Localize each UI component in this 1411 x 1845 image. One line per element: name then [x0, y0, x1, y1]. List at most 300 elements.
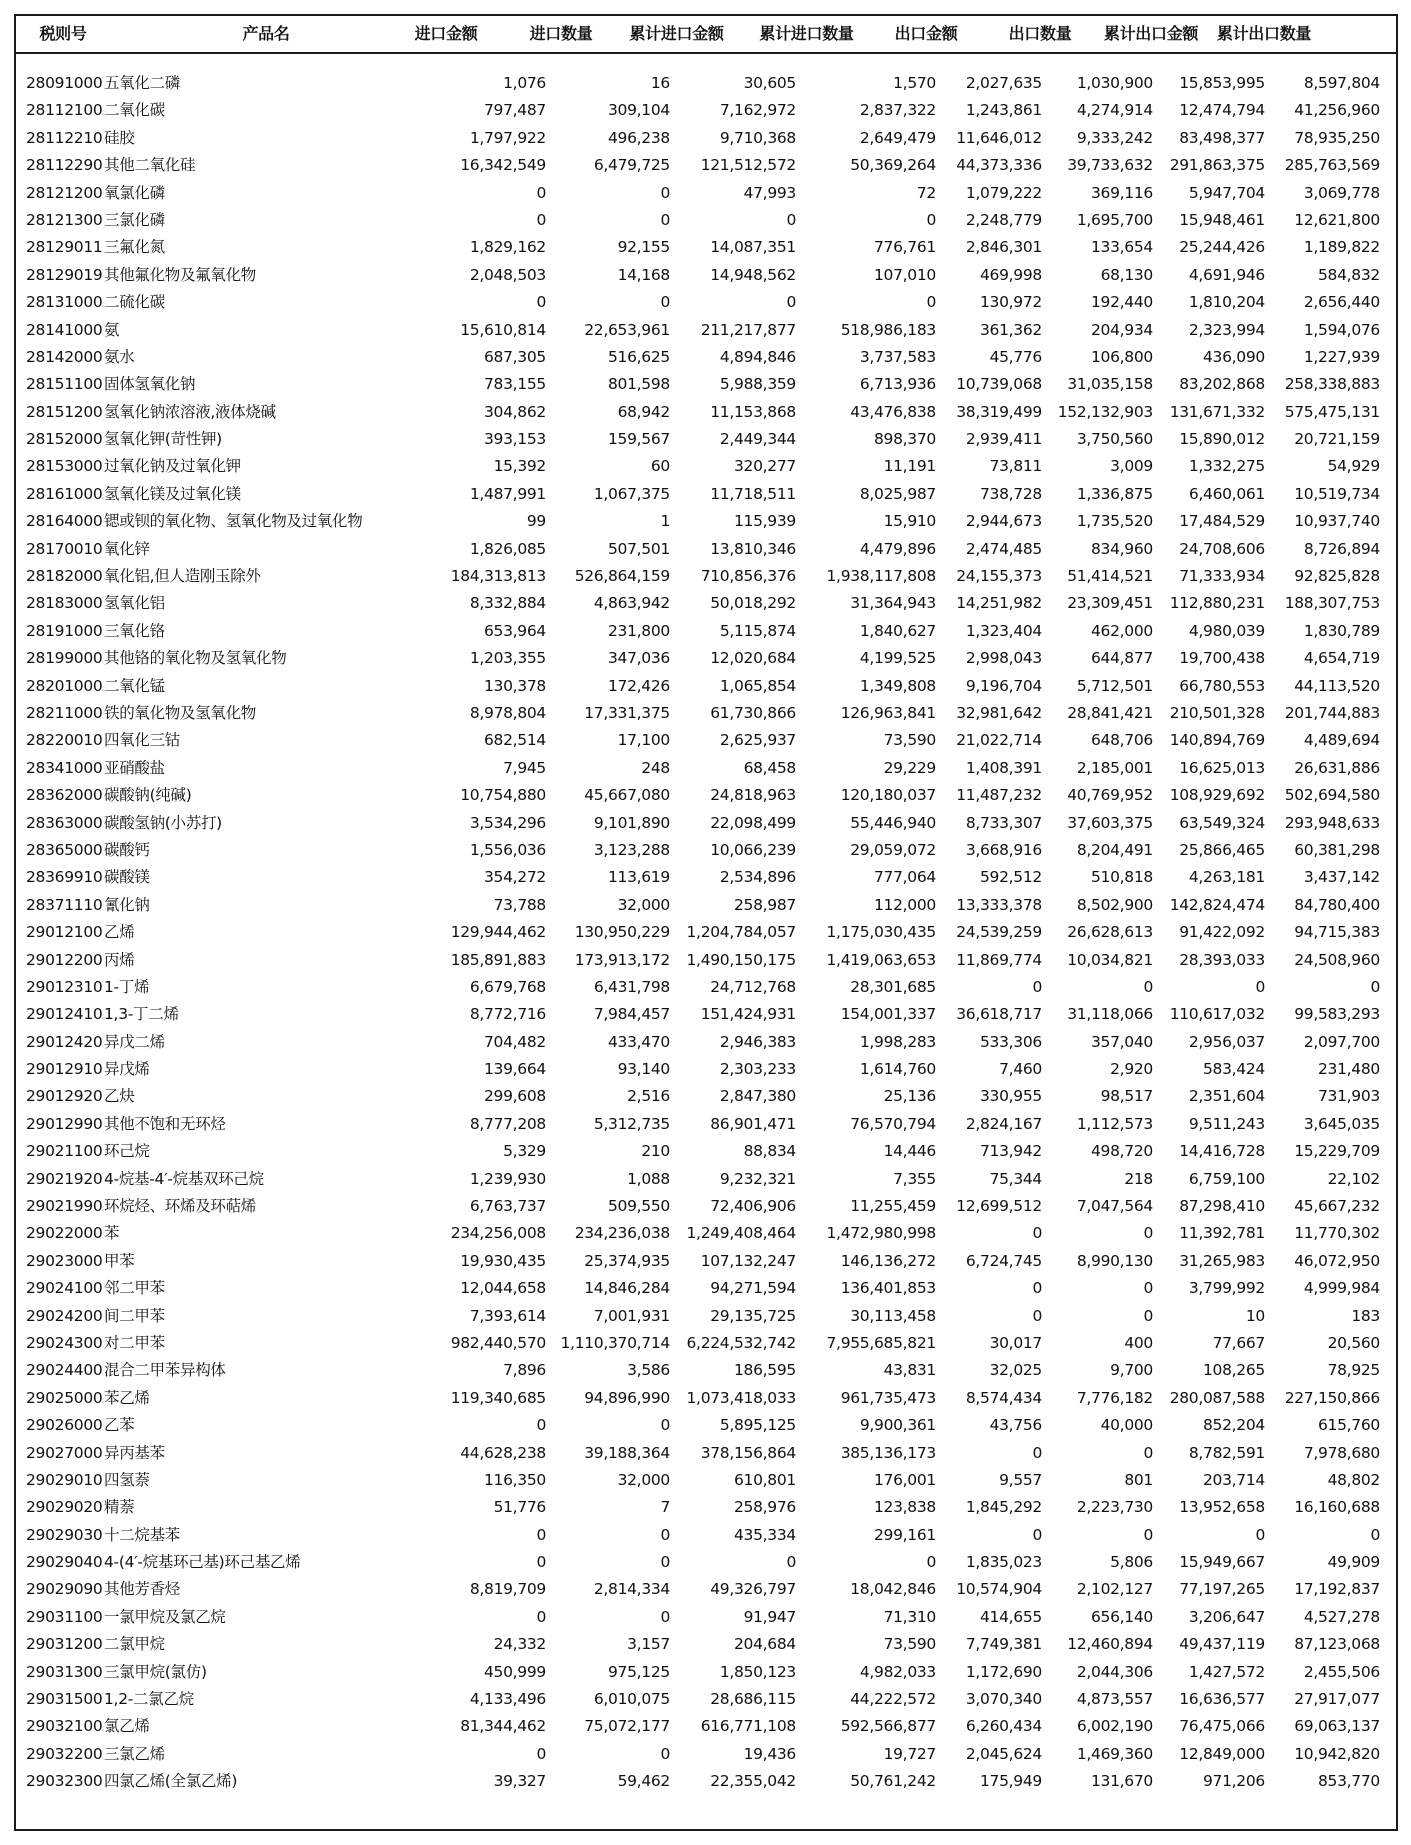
cell-export-qty: 2,044,306 — [1076, 1662, 1153, 1681]
cell-code: 28164000 — [26, 512, 103, 531]
cell-cum-export-qty: 231,480 — [1318, 1060, 1380, 1079]
cell-cum-import-amt: 14,087,351 — [710, 238, 796, 257]
cell-code: 29031500 — [26, 1690, 103, 1709]
cell-cum-import-amt: 24,818,963 — [710, 786, 796, 805]
cell-cum-import-qty: 44,222,572 — [850, 1690, 936, 1709]
cell-cum-export-qty: 78,925 — [1327, 1361, 1380, 1380]
table-row — [16, 700, 1396, 727]
cell-export-amt: 0 — [1032, 1279, 1042, 1298]
cell-cum-export-amt: 583,424 — [1203, 1060, 1265, 1079]
cell-import-qty: 17,331,375 — [584, 703, 670, 722]
cell-export-qty: 152,132,903 — [1057, 402, 1153, 421]
cell-import-amt: 12,044,658 — [460, 1279, 546, 1298]
cell-product: 三氯化磷 — [104, 210, 165, 229]
cell-import-amt: 7,945 — [503, 758, 546, 777]
cell-import-amt: 450,999 — [484, 1662, 546, 1681]
table-row — [16, 1193, 1396, 1220]
cell-import-amt: 130,378 — [484, 676, 546, 695]
cell-cum-export-qty: 584,832 — [1318, 265, 1380, 284]
cell-cum-import-amt: 14,948,562 — [710, 265, 796, 284]
cell-export-amt: 0 — [1032, 977, 1042, 996]
table-row — [16, 1768, 1396, 1795]
cell-import-amt: 129,944,462 — [450, 923, 546, 942]
cell-cum-export-qty: 41,256,960 — [1294, 101, 1380, 120]
cell-import-qty: 433,470 — [608, 1032, 670, 1051]
cell-import-amt: 1,829,162 — [469, 238, 546, 257]
cell-cum-import-qty: 73,590 — [883, 1635, 936, 1654]
cell-import-amt: 234,256,008 — [450, 1224, 546, 1243]
cell-code: 29031200 — [26, 1635, 103, 1654]
cell-export-qty: 39,733,632 — [1067, 156, 1153, 175]
cell-import-qty: 0 — [660, 1553, 670, 1572]
cell-product: 二氧化碳 — [104, 101, 165, 120]
cell-export-qty: 2,920 — [1110, 1060, 1153, 1079]
cell-code: 28151200 — [26, 402, 103, 421]
cell-cum-import-amt: 1,249,408,464 — [686, 1224, 796, 1243]
table-row — [16, 1083, 1396, 1110]
cell-import-qty: 92,155 — [617, 238, 670, 257]
header-cum-import-amt: 累计进口金额 — [629, 24, 724, 43]
cell-cum-export-qty: 78,935,250 — [1294, 128, 1380, 147]
cell-import-amt: 15,392 — [493, 457, 546, 476]
cell-import-amt: 185,891,883 — [450, 950, 546, 969]
cell-cum-export-amt: 15,890,012 — [1179, 430, 1265, 449]
cell-import-amt: 1,203,355 — [469, 649, 546, 668]
cell-code: 28129019 — [26, 265, 103, 284]
cell-product: 氢氧化铝 — [104, 594, 165, 613]
cell-import-qty: 1,110,370,714 — [560, 1333, 670, 1352]
cell-export-qty: 204,934 — [1091, 320, 1153, 339]
cell-import-qty: 5,312,735 — [593, 1114, 670, 1133]
cell-import-amt: 1,487,991 — [469, 484, 546, 503]
cell-code: 29012990 — [26, 1114, 103, 1133]
cell-cum-import-amt: 5,895,125 — [719, 1416, 796, 1435]
cell-cum-import-amt: 211,217,877 — [700, 320, 796, 339]
cell-cum-export-qty: 20,721,159 — [1294, 430, 1380, 449]
cell-export-qty: 656,140 — [1091, 1607, 1153, 1626]
table-row — [16, 234, 1396, 261]
cell-export-qty: 7,047,564 — [1076, 1197, 1153, 1216]
cell-import-amt: 304,862 — [484, 402, 546, 421]
cell-import-amt: 7,393,614 — [469, 1306, 546, 1325]
cell-cum-export-amt: 2,351,604 — [1188, 1087, 1265, 1106]
table-row — [16, 1713, 1396, 1740]
cell-product: 氢氧化钾(苛性钾) — [104, 430, 222, 449]
table-row — [16, 152, 1396, 179]
cell-cum-import-amt: 11,718,511 — [710, 484, 796, 503]
cell-product: 三氧化铬 — [104, 621, 165, 640]
cell-export-qty: 834,960 — [1091, 539, 1153, 558]
cell-cum-import-amt: 28,686,115 — [710, 1690, 796, 1709]
cell-product: 锶或钡的氧化物、氢氧化物及过氧化物 — [104, 512, 363, 531]
cell-export-amt: 9,557 — [999, 1470, 1042, 1489]
cell-export-qty: 648,706 — [1091, 731, 1153, 750]
cell-code: 28112100 — [26, 101, 103, 120]
cell-export-amt: 7,460 — [999, 1060, 1042, 1079]
cell-product: 十二烷基苯 — [104, 1525, 181, 1544]
cell-cum-import-qty: 72 — [916, 183, 936, 202]
cell-product: 环烷烃、环烯及环萜烯 — [104, 1197, 257, 1216]
cell-cum-import-amt: 2,847,380 — [719, 1087, 796, 1106]
cell-cum-import-qty: 43,476,838 — [850, 402, 936, 421]
cell-export-amt: 45,776 — [989, 347, 1042, 366]
cell-cum-import-qty: 776,761 — [874, 238, 936, 257]
cell-cum-export-amt: 15,948,461 — [1179, 210, 1265, 229]
cell-export-qty: 12,460,894 — [1067, 1635, 1153, 1654]
cell-product: 甲苯 — [104, 1251, 135, 1270]
cell-export-qty: 10,034,821 — [1067, 950, 1153, 969]
table-row — [16, 618, 1396, 645]
cell-cum-export-qty: 15,229,709 — [1294, 1142, 1380, 1161]
cell-cum-export-qty: 10,519,734 — [1294, 484, 1380, 503]
cell-cum-export-amt: 9,511,243 — [1188, 1114, 1265, 1133]
cell-export-amt: 43,756 — [989, 1416, 1042, 1435]
cell-cum-export-amt: 5,947,704 — [1188, 183, 1265, 202]
cell-cum-import-amt: 258,987 — [734, 895, 796, 914]
cell-export-qty: 0 — [1143, 1306, 1153, 1325]
cell-export-qty: 68,130 — [1100, 265, 1153, 284]
cell-cum-export-amt: 1,427,572 — [1188, 1662, 1265, 1681]
cell-cum-export-amt: 25,866,465 — [1179, 840, 1265, 859]
cell-cum-export-amt: 77,667 — [1212, 1333, 1265, 1352]
cell-product: 氨 — [104, 320, 120, 339]
cell-cum-import-amt: 121,512,572 — [700, 156, 796, 175]
cell-cum-export-amt: 291,863,375 — [1169, 156, 1265, 175]
cell-cum-import-qty: 961,735,473 — [840, 1388, 936, 1407]
cell-product: 1,3-丁二烯 — [104, 1005, 179, 1024]
cell-cum-import-amt: 1,073,418,033 — [686, 1388, 796, 1407]
cell-product: 苯 — [104, 1224, 120, 1243]
cell-code: 29021990 — [26, 1197, 103, 1216]
cell-cum-import-qty: 0 — [926, 293, 936, 312]
table-row — [16, 810, 1396, 837]
cell-cum-import-qty: 120,180,037 — [840, 786, 936, 805]
cell-cum-export-qty: 4,489,694 — [1303, 731, 1380, 750]
cell-code: 28220010 — [26, 731, 103, 750]
cell-import-qty: 347,036 — [608, 649, 670, 668]
cell-import-qty: 32,000 — [617, 1470, 670, 1489]
cell-code: 29012910 — [26, 1060, 103, 1079]
cell-import-qty: 4,863,942 — [593, 594, 670, 613]
cell-code: 29023000 — [26, 1251, 103, 1270]
cell-import-qty: 60 — [650, 457, 670, 476]
cell-import-qty: 1,088 — [627, 1169, 670, 1188]
cell-cum-export-qty: 1,830,789 — [1303, 621, 1380, 640]
cell-cum-export-amt: 12,474,794 — [1179, 101, 1265, 120]
cell-export-amt: 130,972 — [980, 293, 1042, 312]
cell-cum-import-amt: 22,355,042 — [710, 1772, 796, 1791]
cell-code: 28199000 — [26, 649, 103, 668]
cell-import-amt: 6,763,737 — [469, 1197, 546, 1216]
cell-product: 乙苯 — [104, 1416, 135, 1435]
header-import-amt: 进口金额 — [414, 24, 478, 43]
cell-export-amt: 32,981,642 — [956, 703, 1042, 722]
cell-cum-import-amt: 29,135,725 — [710, 1306, 796, 1325]
table-row — [16, 1001, 1396, 1028]
cell-cum-export-qty: 17,192,837 — [1294, 1580, 1380, 1599]
cell-code: 29024100 — [26, 1279, 103, 1298]
cell-export-amt: 9,196,704 — [965, 676, 1042, 695]
cell-cum-export-amt: 971,206 — [1203, 1772, 1265, 1791]
cell-cum-import-amt: 2,625,937 — [719, 731, 796, 750]
cell-export-amt: 73,811 — [989, 457, 1042, 476]
table-row — [16, 1412, 1396, 1439]
cell-cum-export-qty: 54,929 — [1327, 457, 1380, 476]
cell-cum-export-qty: 7,978,680 — [1303, 1443, 1380, 1462]
cell-cum-import-amt: 378,156,864 — [700, 1443, 796, 1462]
cell-export-qty: 8,502,900 — [1076, 895, 1153, 914]
cell-cum-import-qty: 0 — [926, 1553, 936, 1572]
cell-code: 29027000 — [26, 1443, 103, 1462]
table-row — [16, 1029, 1396, 1056]
cell-export-amt: 0 — [1032, 1224, 1042, 1243]
cell-export-amt: 3,668,916 — [965, 840, 1042, 859]
cell-cum-export-qty: 45,667,232 — [1294, 1197, 1380, 1216]
cell-cum-import-qty: 1,998,283 — [859, 1032, 936, 1051]
cell-export-amt: 0 — [1032, 1306, 1042, 1325]
cell-import-amt: 116,350 — [484, 1470, 546, 1489]
cell-export-qty: 2,102,127 — [1076, 1580, 1153, 1599]
cell-cum-export-amt: 6,759,100 — [1188, 1169, 1265, 1188]
table-row — [16, 947, 1396, 974]
cell-cum-import-qty: 19,727 — [883, 1744, 936, 1763]
cell-export-amt: 175,949 — [980, 1772, 1042, 1791]
cell-import-qty: 801,598 — [608, 375, 670, 394]
cell-cum-export-qty: 285,763,569 — [1284, 156, 1380, 175]
cell-cum-import-qty: 1,840,627 — [859, 621, 936, 640]
table-row — [16, 1576, 1396, 1603]
table-header — [16, 16, 1396, 52]
cell-cum-export-amt: 66,780,553 — [1179, 676, 1265, 695]
cell-cum-import-amt: 86,901,471 — [710, 1114, 796, 1133]
cell-cum-import-qty: 176,001 — [874, 1470, 936, 1489]
cell-import-amt: 704,482 — [484, 1032, 546, 1051]
cell-cum-import-qty: 7,955,685,821 — [826, 1333, 936, 1352]
cell-product: 一氯甲烷及氯乙烷 — [104, 1607, 226, 1626]
cell-cum-export-qty: 615,760 — [1318, 1416, 1380, 1435]
cell-import-qty: 7,001,931 — [593, 1306, 670, 1325]
cell-import-amt: 1,556,036 — [469, 840, 546, 859]
cell-code: 28129011 — [26, 238, 103, 257]
cell-code: 28365000 — [26, 840, 103, 859]
cell-cum-import-amt: 6,224,532,742 — [686, 1333, 796, 1352]
cell-cum-import-amt: 94,271,594 — [710, 1279, 796, 1298]
cell-product: 4-烷基-4′-烷基双环己烷 — [104, 1169, 264, 1188]
cell-import-amt: 139,664 — [484, 1060, 546, 1079]
cell-cum-import-amt: 5,988,359 — [719, 375, 796, 394]
cell-cum-export-qty: 0 — [1370, 1525, 1380, 1544]
cell-cum-export-amt: 203,714 — [1203, 1470, 1265, 1489]
cell-cum-export-amt: 280,087,588 — [1169, 1388, 1265, 1407]
cell-import-qty: 14,168 — [617, 265, 670, 284]
cell-code: 29012100 — [26, 923, 103, 942]
cell-cum-export-amt: 12,849,000 — [1179, 1744, 1265, 1763]
table-row — [16, 508, 1396, 535]
cell-product: 乙炔 — [104, 1087, 135, 1106]
cell-cum-export-qty: 293,948,633 — [1284, 813, 1380, 832]
cell-export-amt: 44,373,336 — [956, 156, 1042, 175]
cell-cum-export-qty: 27,917,077 — [1294, 1690, 1380, 1709]
cell-cum-import-amt: 24,712,768 — [710, 977, 796, 996]
cell-cum-import-qty: 592,566,877 — [840, 1717, 936, 1736]
cell-cum-export-amt: 2,323,994 — [1188, 320, 1265, 339]
cell-export-amt: 361,362 — [980, 320, 1042, 339]
cell-import-amt: 0 — [536, 183, 546, 202]
cell-import-amt: 393,153 — [484, 430, 546, 449]
cell-cum-import-amt: 0 — [786, 1553, 796, 1572]
cell-import-amt: 0 — [536, 1553, 546, 1572]
cell-export-amt: 2,474,485 — [965, 539, 1042, 558]
cell-product: 三氯乙烯 — [104, 1744, 165, 1763]
cell-code: 28112290 — [26, 156, 103, 175]
cell-import-amt: 299,608 — [484, 1087, 546, 1106]
cell-cum-import-amt: 10,066,239 — [710, 840, 796, 859]
cell-cum-export-qty: 1,227,939 — [1303, 347, 1380, 366]
cell-export-qty: 510,818 — [1091, 868, 1153, 887]
cell-cum-export-amt: 4,980,039 — [1188, 621, 1265, 640]
cell-import-amt: 682,514 — [484, 731, 546, 750]
cell-cum-export-qty: 2,455,506 — [1303, 1662, 1380, 1681]
cell-import-qty: 3,157 — [627, 1635, 670, 1654]
cell-import-qty: 172,426 — [608, 676, 670, 695]
cell-cum-export-amt: 31,265,983 — [1179, 1251, 1265, 1270]
table-row — [16, 1494, 1396, 1521]
cell-export-qty: 4,274,914 — [1076, 101, 1153, 120]
cell-cum-export-qty: 10,942,820 — [1294, 1744, 1380, 1763]
cell-cum-export-amt: 91,422,092 — [1179, 923, 1265, 942]
cell-import-amt: 8,332,884 — [469, 594, 546, 613]
cell-cum-import-amt: 19,436 — [743, 1744, 796, 1763]
table-row — [16, 125, 1396, 152]
cell-cum-import-qty: 55,446,940 — [850, 813, 936, 832]
cell-code: 29024400 — [26, 1361, 103, 1380]
cell-export-qty: 23,309,451 — [1067, 594, 1153, 613]
table-row — [16, 1549, 1396, 1576]
cell-cum-import-qty: 25,136 — [883, 1087, 936, 1106]
cell-import-qty: 309,104 — [608, 101, 670, 120]
table-row — [16, 289, 1396, 316]
cell-export-qty: 3,009 — [1110, 457, 1153, 476]
cell-import-qty: 2,814,334 — [593, 1580, 670, 1599]
cell-cum-export-qty: 188,307,753 — [1284, 594, 1380, 613]
cell-code: 29031300 — [26, 1662, 103, 1681]
cell-cum-export-amt: 14,416,728 — [1179, 1142, 1265, 1161]
cell-import-qty: 0 — [660, 1525, 670, 1544]
cell-import-qty: 173,913,172 — [574, 950, 670, 969]
cell-cum-import-amt: 1,850,123 — [719, 1662, 796, 1681]
cell-code: 28121300 — [26, 210, 103, 229]
table-row — [16, 1385, 1396, 1412]
cell-import-qty: 6,479,725 — [593, 156, 670, 175]
cell-code: 29012310 — [26, 977, 103, 996]
cell-cum-export-qty: 48,802 — [1327, 1470, 1380, 1489]
cell-cum-export-qty: 201,744,883 — [1284, 703, 1380, 722]
cell-cum-export-qty: 11,770,302 — [1294, 1224, 1380, 1243]
cell-import-amt: 51,776 — [493, 1498, 546, 1517]
cell-export-qty: 133,654 — [1091, 238, 1153, 257]
cell-export-qty: 7,776,182 — [1076, 1388, 1153, 1407]
table-row — [16, 1440, 1396, 1467]
cell-import-amt: 1,076 — [503, 74, 546, 92]
cell-export-amt: 533,306 — [980, 1032, 1042, 1051]
cell-cum-export-amt: 0 — [1255, 1525, 1265, 1544]
cell-cum-export-qty: 22,102 — [1327, 1169, 1380, 1188]
cell-import-amt: 1,826,085 — [469, 539, 546, 558]
table-row — [16, 344, 1396, 371]
cell-cum-import-qty: 31,364,943 — [850, 594, 936, 613]
cell-cum-import-qty: 71,310 — [883, 1607, 936, 1626]
cell-cum-import-amt: 49,326,797 — [710, 1580, 796, 1599]
cell-cum-export-qty: 3,645,035 — [1303, 1114, 1380, 1133]
cell-cum-import-qty: 1,614,760 — [859, 1060, 936, 1079]
cell-code: 29024300 — [26, 1333, 103, 1352]
cell-cum-import-qty: 154,001,337 — [840, 1005, 936, 1024]
cell-code: 28161000 — [26, 484, 103, 503]
table-row — [16, 481, 1396, 508]
cell-cum-import-amt: 7,162,972 — [719, 101, 796, 120]
cell-import-amt: 10,754,880 — [460, 786, 546, 805]
cell-cum-import-amt: 204,684 — [734, 1635, 796, 1654]
table-row — [16, 974, 1396, 1001]
cell-code: 29021920 — [26, 1169, 103, 1188]
cell-cum-export-qty: 731,903 — [1318, 1087, 1380, 1106]
cell-export-amt: 1,845,292 — [965, 1498, 1042, 1517]
cell-import-amt: 39,327 — [493, 1772, 546, 1791]
cell-cum-export-qty: 183 — [1351, 1306, 1380, 1325]
header-product: 产品名 — [242, 24, 290, 43]
cell-cum-import-qty: 299,161 — [874, 1525, 936, 1544]
cell-cum-export-qty: 502,694,580 — [1284, 786, 1380, 805]
cell-import-qty: 68,942 — [617, 402, 670, 421]
cell-cum-export-qty: 99,583,293 — [1294, 1005, 1380, 1024]
table-row — [16, 782, 1396, 809]
cell-cum-import-qty: 14,446 — [883, 1142, 936, 1161]
cell-import-qty: 159,567 — [608, 430, 670, 449]
cell-code: 29032100 — [26, 1717, 103, 1736]
cell-code: 29022000 — [26, 1224, 103, 1243]
cell-export-qty: 51,414,521 — [1067, 567, 1153, 586]
cell-code: 28369910 — [26, 868, 103, 887]
cell-product: 亚硝酸盐 — [104, 758, 165, 777]
cell-cum-export-qty: 1,189,822 — [1303, 238, 1380, 257]
cell-export-amt: 21,022,714 — [956, 731, 1042, 750]
cell-cum-export-qty: 92,825,828 — [1294, 567, 1380, 586]
cell-cum-export-qty: 94,715,383 — [1294, 923, 1380, 942]
cell-import-qty: 507,501 — [608, 539, 670, 558]
cell-cum-import-amt: 2,303,233 — [719, 1060, 796, 1079]
table-row — [16, 1248, 1396, 1275]
cell-cum-export-amt: 17,484,529 — [1179, 512, 1265, 531]
cell-product: 氯乙烯 — [104, 1717, 150, 1736]
cell-cum-export-amt: 83,202,868 — [1179, 375, 1265, 394]
cell-export-qty: 0 — [1143, 1279, 1153, 1298]
cell-cum-export-qty: 575,475,131 — [1284, 402, 1380, 421]
cell-product: 邻二甲苯 — [104, 1279, 165, 1298]
cell-export-amt: 10,739,068 — [956, 375, 1042, 394]
cell-cum-import-amt: 2,946,383 — [719, 1032, 796, 1051]
table-row — [16, 919, 1396, 946]
cell-import-amt: 8,819,709 — [469, 1580, 546, 1599]
cell-product: 四氯乙烯(全氯乙烯) — [104, 1772, 238, 1791]
cell-product: 碳酸钙 — [104, 840, 150, 859]
table-row — [16, 727, 1396, 754]
cell-cum-import-qty: 1,349,808 — [859, 676, 936, 695]
cell-cum-export-amt: 112,880,231 — [1169, 594, 1265, 613]
cell-cum-import-qty: 11,191 — [883, 457, 936, 476]
cell-import-amt: 653,964 — [484, 621, 546, 640]
cell-code: 28153000 — [26, 457, 103, 476]
cell-cum-import-amt: 435,334 — [734, 1525, 796, 1544]
